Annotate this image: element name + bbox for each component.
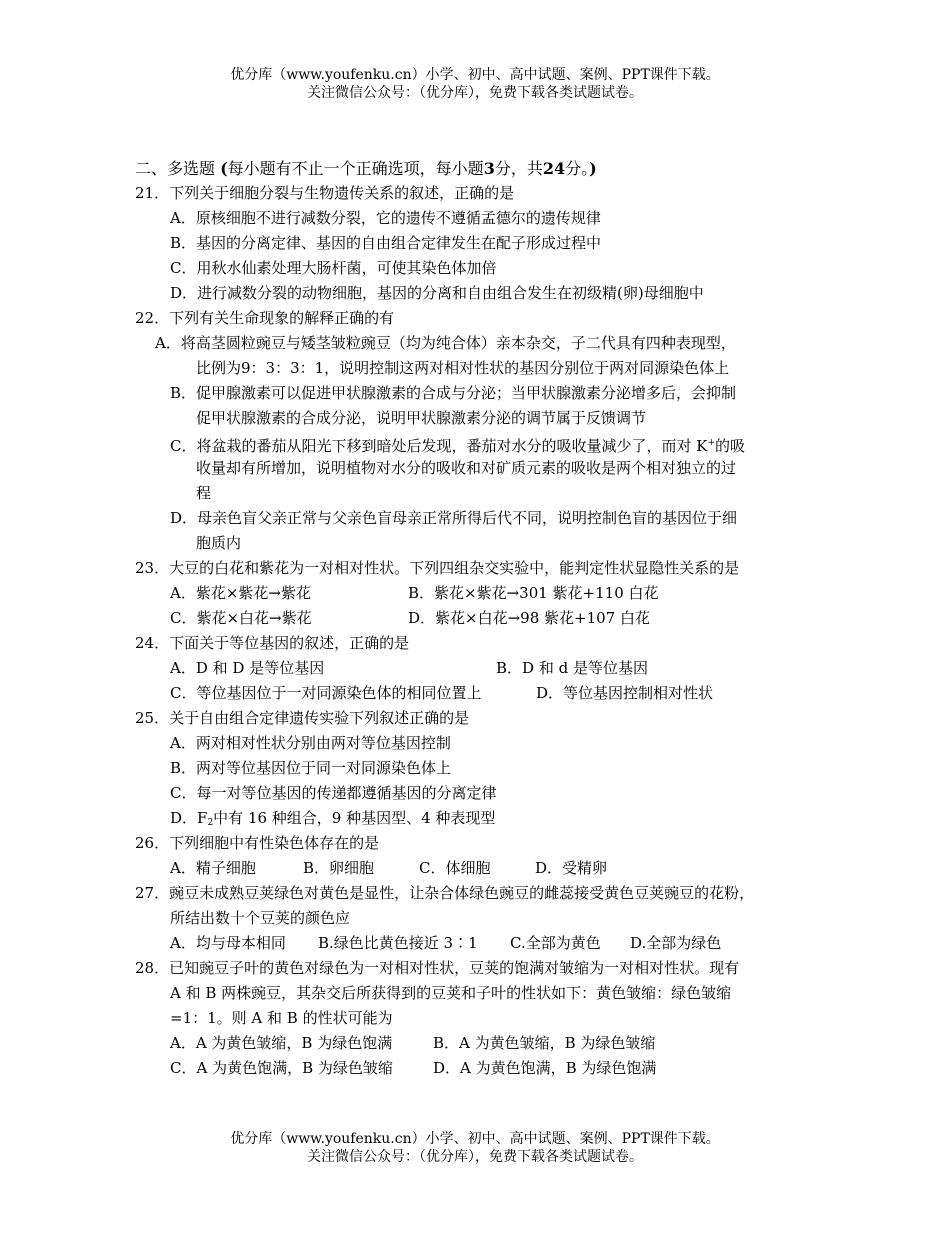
question-21-option-b: B．基因的分离定律、基因的自由组合定律发生在配子形成过程中 [170, 234, 602, 252]
question-28-stem-line-1: 28．已知豌豆子叶的黄色对绿色为一对相对性状，豆荚的饱满对皱缩为一对相对性状。现有 [135, 959, 740, 977]
question-22-option-d-line-1: D．母亲色盲父亲正常与父亲色盲母亲正常所得后代不同，说明控制色盲的基因位于细 [170, 509, 738, 527]
question-25-option-d: D．$F_2$中有 16 种组合，9 种基因型、4 种表现型 [170, 809, 496, 828]
question-26-option-c: C．体细胞 [419, 859, 491, 877]
question-23-stem: 23．大豆的白花和紫花为一对相对性状。下列四组杂交实验中，能判定性状显隐性关系的是 [135, 559, 740, 577]
question-21-option-c: C．用秋水仙素处理大肠杆菌，可使其染色体加倍 [170, 259, 497, 277]
section-title: 二、多选题 (每小题有不止一个正确选项，每小题3分，共24分。) [135, 159, 597, 178]
question-27-option-b: B.绿色比黄色接近 3∶1 [318, 934, 478, 952]
question-23-option-a: A．紫花×紫花→紫花 [170, 584, 311, 602]
question-25-option-b: B．两对等位基因位于同一对同源染色体上 [170, 759, 452, 777]
question-24-option-a: A．D 和 D 是等位基因 [170, 659, 325, 677]
question-28-stem-line-2: A 和 B 两株豌豆，其杂交后所获得到的豆荚和子叶的性状如下：黄色皱缩：绿色皱缩 [170, 984, 732, 1002]
question-25-option-a: A．两对相对性状分别由两对等位基因控制 [170, 734, 451, 752]
question-24-option-b: B．D 和 d 是等位基因 [496, 659, 648, 677]
question-23-option-d: D．紫花×白花→98 紫花+107 白花 [408, 609, 650, 627]
question-22-option-a-line-2: 比例为9：3：3：1，说明控制这两对相对性状的基因分别位于两对同源染色体上 [196, 359, 730, 377]
question-22-option-c-line-3: 程 [196, 484, 212, 502]
question-22-option-b-line-2: 促甲状腺激素的合成分泌，说明甲状腺激素分泌的调节属于反馈调节 [196, 409, 647, 427]
question-26-option-d: D．受精卵 [535, 859, 608, 877]
question-27-option-c: C.全部为黄色 [510, 934, 601, 952]
question-28-option-a: A．A 为黄色皱缩，B 为绿色饱满 [170, 1034, 393, 1052]
question-26-option-a: A．精子细胞 [170, 859, 256, 877]
question-28-option-b: B．A 为黄色皱缩，B 为绿色皱缩 [433, 1034, 656, 1052]
question-25-stem: 25．关于自由组合定律遗传实验下列叙述正确的是 [135, 709, 470, 727]
footer-line-1: 优分库（www.youfenku.cn）小学、初中、高中试题、案例、PPT课件下载。 [230, 1131, 720, 1147]
question-23-option-b: B．紫花×紫花→301 紫花+110 白花 [408, 584, 659, 602]
question-27-stem-line-2: 所结出数十个豆荚的颜色应 [170, 909, 351, 927]
question-27-option-d: D.全部为绿色 [630, 934, 722, 952]
question-22-option-b-line-1: B．促甲腺激素可以促进甲状腺激素的合成与分泌；当甲状腺激素分泌增多后，会抑制 [170, 384, 737, 402]
question-22-option-c-line-1: C．将盆栽的番茄从阳光下移到暗处后发现，番茄对水分的吸收量减少了，而对 K+的吸 [170, 437, 746, 455]
question-21-option-a: A．原核细胞不进行减数分裂，它的遗传不遵循孟德尔的遗传规律 [170, 209, 601, 227]
question-22-option-c-line-2: 收量却有所增加，说明植物对水分的吸收和对矿质元素的吸收是两个相对独立的过 [196, 459, 737, 477]
question-24-option-c: C．等位基因位于一对同源染色体的相同位置上 [170, 684, 482, 702]
question-24-option-d: D．等位基因控制相对性状 [536, 684, 714, 702]
page-footer [0, 1130, 950, 1166]
question-27-option-a: A．均与母本相同 [170, 934, 286, 952]
question-28-stem-line-3: =1：1。则 A 和 B 的性状可能为 [170, 1009, 393, 1027]
question-22-option-a-line-1: A．将高茎圆粒豌豆与矮茎皱粒豌豆（均为纯合体）亲本杂交，子二代具有四种表现型， [155, 334, 736, 352]
question-21-option-d: D．进行减数分裂的动物细胞，基因的分离和自由组合发生在初级精(卵)母细胞中 [170, 284, 704, 302]
footer-line-2: 关注微信公众号：（优分库），免费下载各类试题试卷。 [307, 1149, 643, 1165]
question-22-option-d-line-2: 胞质内 [196, 534, 242, 552]
question-22-stem: 22．下列有关生命现象的解释正确的有 [135, 309, 395, 327]
question-28-option-c: C．A 为黄色饱满，B 为绿色皱缩 [170, 1059, 393, 1077]
question-27-stem-line-1: 27．豌豆未成熟豆荚绿色对黄色是显性，让杂合体绿色豌豆的雌蕊接受黄色豆荚豌豆的花粉， [135, 884, 755, 902]
question-26-option-b: B．卵细胞 [303, 859, 375, 877]
question-28-option-d: D．A 为黄色饱满，B 为绿色饱满 [433, 1059, 657, 1077]
header-line-2: 关注微信公众号：（优分库），免费下载各类试题试卷。 [307, 85, 643, 101]
question-26-stem: 26．下列细胞中有性染色体存在的是 [135, 834, 380, 852]
question-23-option-c: C．紫花×白花→紫花 [170, 609, 312, 627]
question-21-stem: 21．下列关于细胞分裂与生物遗传关系的叙述，正确的是 [135, 184, 515, 202]
header-line-1: 优分库（www.youfenku.cn）小学、初中、高中试题、案例、PPT课件下载。 [230, 67, 720, 83]
question-25-option-c: C．每一对等位基因的传递都遵循基因的分离定律 [170, 784, 497, 802]
page-header [0, 66, 950, 102]
question-24-stem: 24．下面关于等位基因的叙述，正确的是 [135, 634, 410, 652]
